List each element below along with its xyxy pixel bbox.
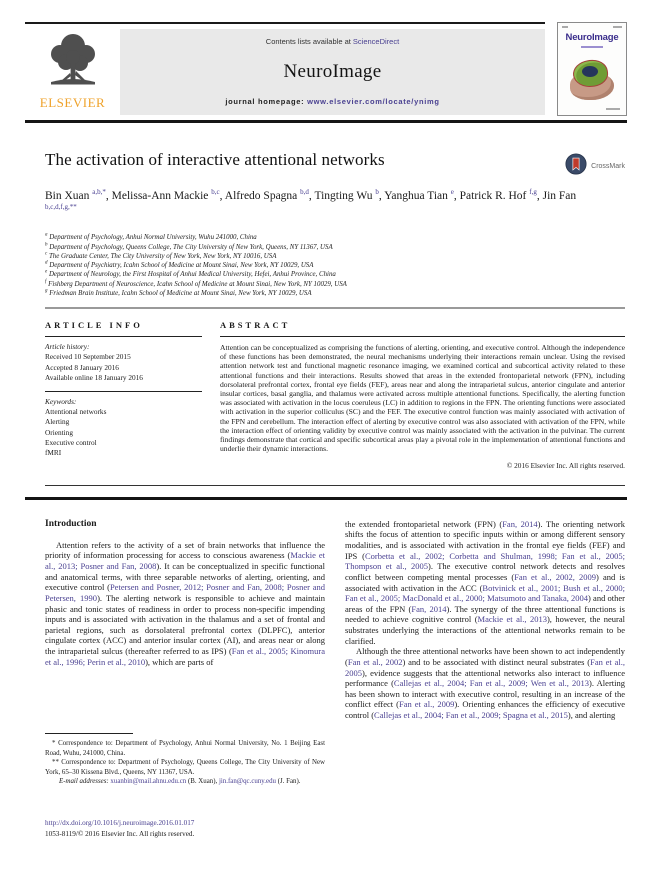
affiliation-item: $^d$ Department of Psychiatry, Icahn School of Medicine at Mount Sinai, New York, NY 10029, USA <box>45 260 314 270</box>
homepage-link[interactable]: www.elsevier.com/locate/ynimg <box>307 97 440 106</box>
affiliation-item: $^b$ Department of Psychology, Queens College, The City University of New York, Queens, NY 11367, USA <box>45 242 333 251</box>
author-name: Yanghua Tian <box>384 190 448 202</box>
text-segment: Attention refers to the activity of a set of brain networks that influence the priority of information processing for access to conscious awareness ( <box>45 539 325 561</box>
footnotes-block <box>45 723 325 787</box>
text-segment: ). The orienting network shifts the focus of attention to specific inputs within or among different sensory modalities, and is associated with activation in the frontal eye fields (FEF) and IPS ( <box>345 518 625 561</box>
header-divider <box>25 120 627 123</box>
citation-link[interactable]: Corbetta et al., 2002; Corbetta and Shulman, 1998; Fan et al., 2005; Thompson et al., 2005 <box>345 550 625 572</box>
citation-link[interactable]: Fan, 2014 <box>411 603 447 614</box>
author-name: Jin Fan <box>542 190 577 202</box>
introduction-heading: Introduction <box>45 518 97 529</box>
keyword-item: Alerting <box>45 417 70 427</box>
text-segment: ). It can be conceptualized in specific functional and anatomical terms, with three separable networks of alerting, orienting, and executive control ( <box>45 561 325 593</box>
footnote-separator <box>45 733 133 734</box>
keywords-block <box>45 392 202 466</box>
contents-line <box>120 37 545 46</box>
elsevier-logo[interactable] <box>25 29 120 115</box>
footnote-label: E-mail addresses: <box>59 778 111 786</box>
article-history-list <box>45 352 202 383</box>
text-segment: ), and alerting <box>567 710 616 721</box>
text-segment: Although the three attentional networks have been shown to act independently ( <box>345 646 625 667</box>
author-name: Tingting Wu <box>314 190 373 202</box>
cover-publisher-mark <box>606 108 620 110</box>
text-segment: ). Alerting has been shown to interact with executive control, resulting in an increase of the conflict effect ( <box>345 678 625 710</box>
text-segment: ). Orienting enhances the efficiency of executive control ( <box>345 699 625 721</box>
homepage-label: journal homepage: <box>225 97 308 106</box>
text-segment: the extended frontoparietal network (FPN) ( <box>345 518 503 529</box>
citation-link[interactable]: Fan, 2014 <box>502 518 538 529</box>
citation-link[interactable]: Fan et al., 2005 <box>345 656 625 678</box>
article-info-column <box>45 316 202 470</box>
abstract-bottom-divider <box>45 485 625 486</box>
keyword-item: Orienting <box>45 427 73 437</box>
author <box>314 190 378 202</box>
author <box>225 190 309 202</box>
text-segment: ). The synergy of the three attentional functions is needed to achieve cognitive control ( <box>345 603 625 625</box>
journal-header <box>25 22 627 116</box>
text-segment: ) and to be associated with distinct neural substrates ( <box>402 656 591 667</box>
citation-link[interactable]: Botvinick et al., 2001; Bush et al., 2000; Fan et al., 2005; MacDonald et al., 2000; Matsumoto and Tanaka, 2004 <box>345 582 626 604</box>
text-segment: (B. Xuan), <box>186 778 219 786</box>
citation-link[interactable]: Callejas et al., 2004; Fan et al., 2009; Wen et al., 2013 <box>393 678 590 689</box>
author-name: Alfredo Spagna <box>224 190 298 202</box>
citation-link[interactable]: Fan et al., 2002, 2009 <box>514 571 597 582</box>
abstract-column <box>220 316 625 470</box>
text-segment: ). The alerting network is responsible to achieve and maintain phasic and tonic states of readiness in order to process non-specific impending inputs and is associated with activation in the thalamus and a set of frontal and parietal regions, such as dorsolateral prefrontal cortex (DLPFC), anterior cingulate cortex (ACC) and anterior insular cortex (AI), and areas near or along the intraparietal sulcus (thereafter referred to as IPS) ( <box>45 592 326 657</box>
article-title: The activation of interactive attentional networks <box>45 150 385 169</box>
email-footnote <box>45 777 325 787</box>
text-segment: ), however, the neural substrates underlying the interactions of the attentional networks remain to be clarified. <box>345 614 625 646</box>
author-affiliation-sup: a,b,* <box>92 188 106 197</box>
intro-paragraph-left <box>45 540 325 668</box>
author <box>384 190 454 202</box>
email-link[interactable]: jin.fan@qc.cuny.edu <box>218 778 276 786</box>
keyword-item: fMRI <box>45 448 62 458</box>
author <box>460 190 537 202</box>
sciencedirect-link[interactable]: ScienceDirect <box>352 37 400 46</box>
article-footer <box>45 818 625 840</box>
author-affiliation-sup: b,c,d,f,g,** <box>45 203 77 212</box>
author-affiliation-sup: e <box>450 188 454 197</box>
author-name: Melissa-Ann Mackie <box>111 190 209 202</box>
affiliation-item: $^a$ Department of Psychology, Anhui Normal University, Wuhu 241000, China <box>45 233 257 242</box>
journal-banner <box>120 29 545 115</box>
author-name: Bin Xuan <box>45 190 90 202</box>
citation-link[interactable]: Fan et al., 2009 <box>399 699 455 710</box>
cover-brain-image <box>569 59 615 103</box>
authors-line: Bin Xuan $^{a,b,*}$, Melissa-Ann Mackie $^{b,c}$, Alfredo Spagna $^{b,d}$, Tingting Wu $^b$, Yanghua Tian $^e$, Patrick R. Hof $^{f,g}$, Jin Fan $^{b,c,d,f,g,**}$ <box>45 189 605 219</box>
intro-paragraph-right-1 <box>345 519 625 647</box>
section-divider <box>45 307 625 309</box>
cover-decoration <box>562 26 568 28</box>
keywords-list <box>45 407 202 459</box>
text-segment: ** Correspondence to: Department of Psychology, Queens College, The City University of New York, 65–30 Kissena Blvd., Queens, NY 11367, USA. <box>45 759 325 776</box>
citation-link[interactable]: Mackie et al., 2013 <box>477 614 547 625</box>
citation-link[interactable]: Mackie et al., 2013; Posner and Fan, 2008 <box>45 550 325 572</box>
affiliation-item: $^c$ The Graduate Center, The City University of New York, New York, NY 10016, USA <box>45 251 277 260</box>
author <box>45 190 106 202</box>
affiliations-list <box>45 233 625 298</box>
intro-paragraph-right-2 <box>345 646 625 720</box>
correspondence-footnote-2 <box>45 758 325 777</box>
crossmark-label: CrossMark <box>591 163 625 170</box>
affiliation-item: $^f$ Fishberg Department of Neuroscience, Icahn School of Medicine at Mount Sinai, New York, NY 10029, USA <box>45 279 347 288</box>
correspondence-footnote-1 <box>45 739 325 758</box>
abstract-text: Attention can be conceptualized as comprising the functions of alerting, orienting, and executive control. Although the independence of these functions has been demonstrated, the neural mechanisms underlying their interactions remain unclear. Using the revised attention network test and functional magnetic resonance imaging, we examined cortical and subcortical activity related to these attentional functions and their interactions. Results showed that areas in the extended frontoparietal network (FPN), including dorsolateral prefrontal cortex, frontal eye fields (FEF), areas near and along the intraparietal sulcus, anterior cingulate and anterior insular cortices, basal ganglia, and thalamus were activated across multiple attentional functions. Specifically, the alerting function was associated with activation in the locus coeruleus (LC) in addition to regions in the FPN. The orienting functions were associated with activation in the superior colliculus (SC) and the FEF. The executive control function was mainly associated with activation of the FPN and cerebellum. The interaction effect of alerting by executive control was also associated with activation of the FPN, while the interaction effect of orienting validity by executive control was mainly associated with the activation in the pulvinar. The current findings demonstrate that cortical and specific subcortical areas play a pivotal role in the implementation of attentional functions and underlie their dynamic interactions. <box>220 343 625 454</box>
email-link[interactable]: xuanbin@mail.ahnu.edu.cn <box>110 778 187 786</box>
author-affiliation-sup: b <box>375 188 379 197</box>
journal-title: NeuroImage <box>283 60 382 82</box>
history-item: Accepted 8 January 2016 <box>45 362 119 372</box>
journal-header-main <box>25 22 545 115</box>
abstract-heading: ABSTRACT <box>220 316 625 337</box>
history-item: Available online 18 January 2016 <box>45 373 143 383</box>
contents-prefix: Contents lists available at <box>265 37 353 46</box>
text-segment: ), evidence suggests that the attentional networks also interact to influence performance ( <box>345 667 625 689</box>
body-top-divider <box>25 497 627 500</box>
keyword-item: Attentional networks <box>45 406 107 416</box>
keywords-label: Keywords: <box>45 396 77 406</box>
author-affiliation-sup: f,g <box>529 188 537 197</box>
journal-cover-thumbnail[interactable] <box>557 22 627 116</box>
cover-title: NeuroImage <box>565 32 619 43</box>
elsevier-tree-icon <box>41 31 105 94</box>
article-info-heading: ARTICLE INFO <box>45 316 202 337</box>
text-segment: * Correspondence to: Department of Psychology, Anhui Normal University, No. 1 Beijing East Road, Wuhu, 241000, China. <box>45 740 325 757</box>
author-affiliation-sup: b,d <box>300 188 309 197</box>
crossmark-badge[interactable] <box>565 153 625 180</box>
issn-line: 1053-8119/© 2016 Elsevier Inc. All rights reserved. <box>45 830 195 838</box>
body-left-column <box>45 519 325 787</box>
cover-volume-mark <box>581 46 603 48</box>
history-item: Received 10 September 2015 <box>45 352 131 362</box>
citation-link[interactable]: Callejas et al., 2004; Fan et al., 2009; Spagna et al., 2015 <box>374 710 568 721</box>
elsevier-wordmark: ELSEVIER <box>39 95 106 110</box>
text-segment: (J. Fan). <box>275 778 301 786</box>
citation-link[interactable]: Petersen and Posner, 2012; Posner and Fan, 2008; Posner and Petersen, 1990 <box>45 582 325 603</box>
article-history-label: Article history: <box>45 342 90 352</box>
text-segment: ) and is associated with activation in the ACC ( <box>345 571 625 593</box>
author <box>112 190 220 202</box>
body-right-column <box>345 519 625 787</box>
abstract-copyright: © 2016 Elsevier Inc. All rights reserved. <box>506 461 625 471</box>
citation-link[interactable]: Fan et al., 2002 <box>347 656 403 667</box>
crossmark-icon <box>565 153 587 180</box>
text-segment: ). The executive control network detects and resolves conflict between competing mental processes ( <box>345 561 625 582</box>
affiliation-item: $^e$ Department of Neurology, the First Hospital of Anhui Medical University, Hefei, Anhui Province, China <box>45 270 336 279</box>
affiliation-item: $^g$ Friedman Brain Institute, Icahn School of Medicine at Mount Sinai, New York, NY 10029, USA <box>45 288 312 297</box>
article-history-block <box>45 337 202 391</box>
keyword-item: Executive control <box>45 437 97 447</box>
text-segment: ) and other areas of the FPN ( <box>345 593 625 614</box>
cover-decoration <box>613 26 622 28</box>
author-affiliation-sup: b,c <box>211 188 220 197</box>
citation-link[interactable]: Fan et al., 2005; Kinomura et al., 1996; Perin et al., 2010 <box>45 646 325 667</box>
text-segment: ), which are parts of <box>145 656 214 667</box>
author-name: Patrick R. Hof <box>459 190 527 202</box>
doi-link[interactable]: http://dx.doi.org/10.1016/j.neuroimage.2016.01.017 <box>45 818 195 827</box>
homepage-line <box>120 97 545 106</box>
